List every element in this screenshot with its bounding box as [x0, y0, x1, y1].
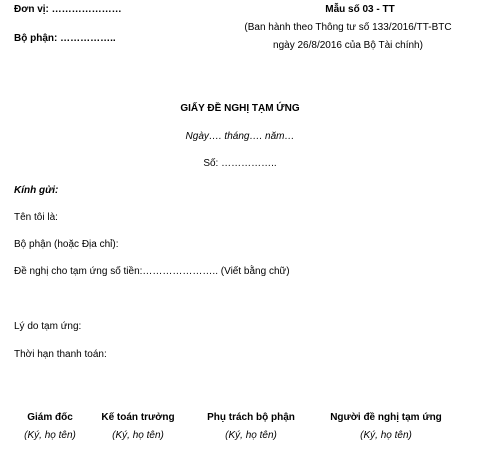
ly-do-tam-ung-label: Lý do tạm ứng: — [14, 321, 82, 332]
de-nghi-so-tien-label: Đề nghị cho tạm ứng số tiền:………………….. (Viết bằng chữ) — [14, 266, 290, 277]
signature-nguoi-de-nghi — [318, 412, 454, 441]
signature-role: Kế toán trưởng — [101, 412, 175, 423]
number-line: Số: …………….. — [203, 158, 277, 169]
signature-note: (Ký, họ tên) — [225, 430, 277, 441]
form-code: Mẫu số 03 - TT — [325, 4, 395, 15]
don-vi-label: Đơn vị: ………………… — [14, 4, 122, 15]
signature-role: Người đề nghị tạm ứng — [330, 412, 442, 423]
signature-note: (Ký, họ tên) — [24, 430, 76, 441]
signature-role: Phụ trách bộ phận — [207, 412, 295, 423]
thoi-han-thanh-toan-label: Thời hạn thanh toán: — [14, 349, 107, 360]
issued-line-1: (Ban hành theo Thông tư số 133/2016/TT-BTC — [244, 22, 452, 33]
kinh-gui-label: Kính gửi: — [14, 185, 59, 196]
bo-phan-dia-chi-label: Bộ phận (hoặc Địa chỉ): — [14, 239, 119, 250]
document-title: GIẤY ĐỀ NGHỊ TẠM ỨNG — [180, 103, 300, 114]
signature-note: (Ký, họ tên) — [112, 430, 164, 441]
date-line: Ngày…. tháng…. năm… — [185, 131, 295, 142]
signature-note: (Ký, họ tên) — [360, 430, 412, 441]
issued-line-2: ngày 26/8/2016 của Bộ Tài chính) — [273, 40, 423, 51]
signature-role: Giám đốc — [27, 412, 73, 423]
ten-toi-la-label: Tên tôi là: — [14, 212, 58, 223]
signature-phu-trach-bo-phan — [196, 412, 306, 441]
bo-phan-header-label: Bộ phận: …………….. — [14, 33, 116, 44]
signature-ke-toan-truong — [93, 412, 183, 441]
signature-giam-doc — [10, 412, 90, 441]
